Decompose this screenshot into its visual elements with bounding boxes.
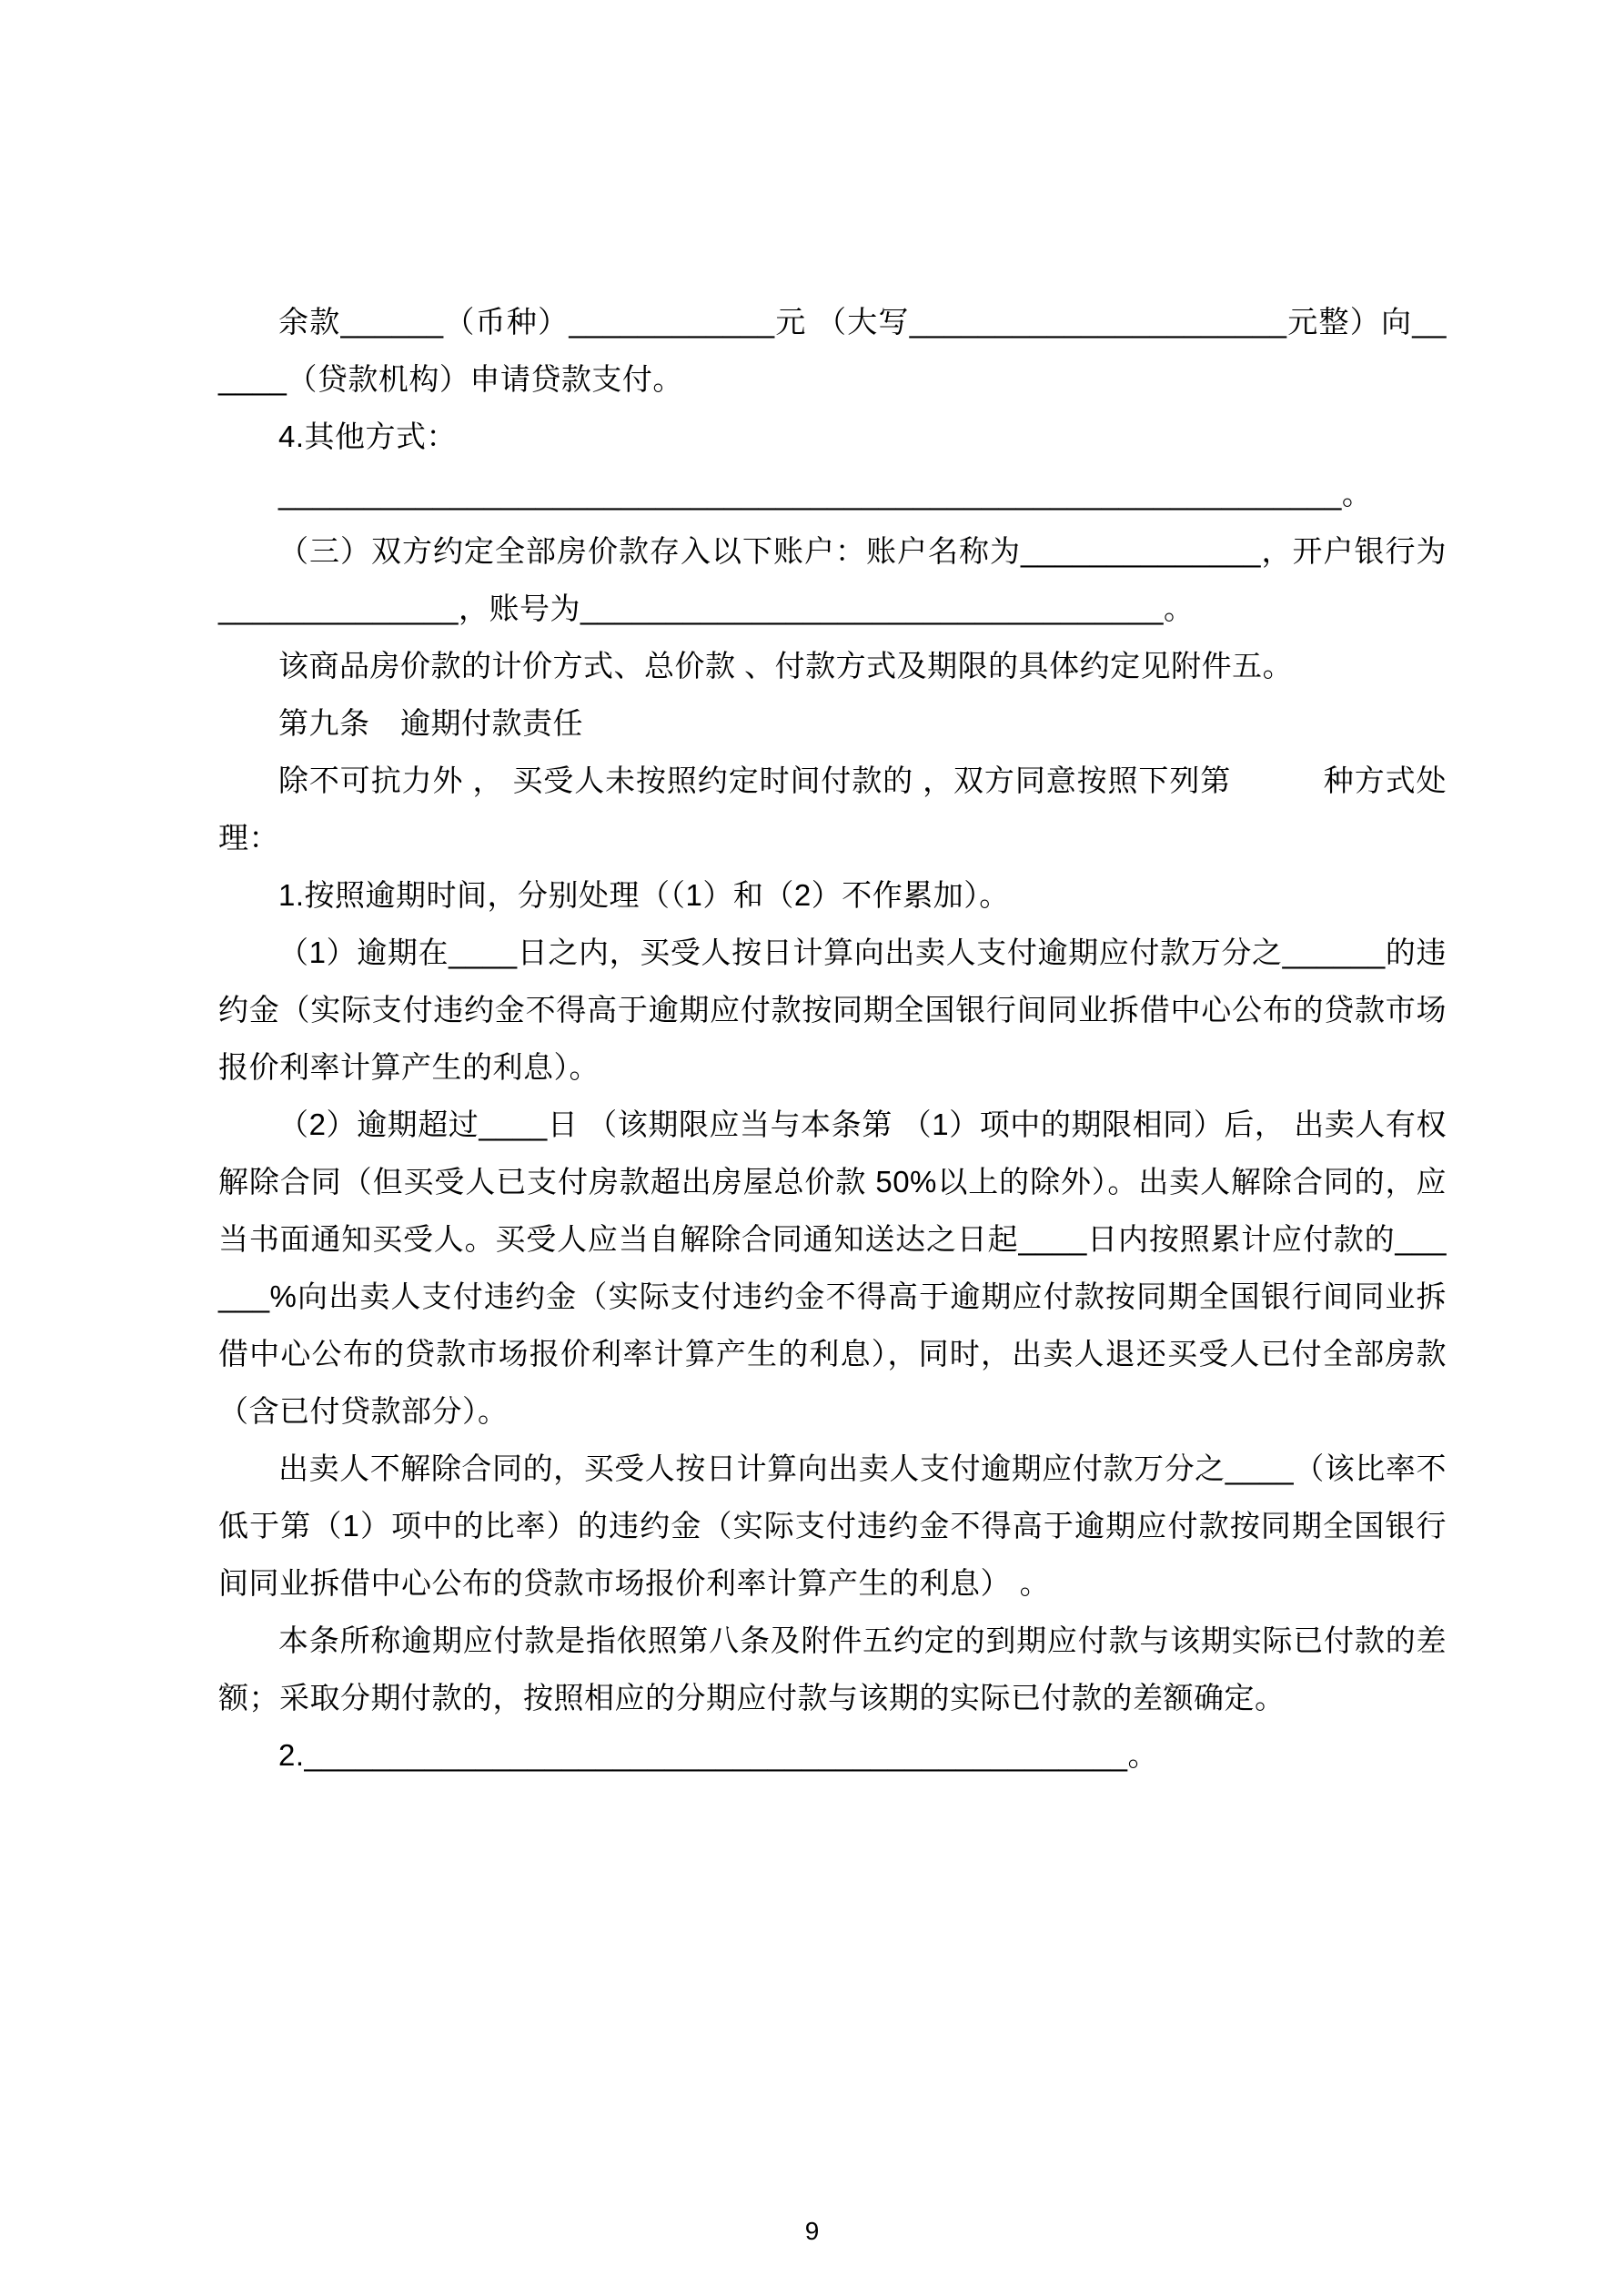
paragraph-overdue-option-1: 1.按照逾期时间，分别处理（（1）和（2）不作累加）。: [278, 878, 1010, 912]
paragraph-other-method-blank-line: ______________________________________________________________。: [278, 477, 1373, 511]
paragraph-overdue-item-1: （1）逾期在____日之内，买受人按日计算向出卖人支付逾期应付款万分之______的违约金（实际支付违约金不得高于逾期应付款按同期全国银行间同业拆借中心公布的贷款市场报价利率计算产生的利息）。: [218, 936, 1447, 1084]
paragraph-pricing-attachment-reference: 该商品房价款的计价方式、总价款 、付款方式及期限的具体约定见附件五。: [278, 649, 1294, 683]
paragraph-account-agreement: （三）双方约定全部房价款存入以下账户：账户名称为______________，开户银行为______________，账号为__________________________________。: [218, 534, 1447, 625]
page-number: 9: [804, 2217, 820, 2245]
paragraph-seller-no-termination: 出卖人不解除合同的，买受人按日计算向出卖人支付逾期应付款万分之____（该比率不低于第（1）项中的比率）的违约金（实际支付违约金不得高于逾期应付款按同期全国银行间同业拆借中心公布的贷款市场报价利率计算产生的利息） 。: [218, 1451, 1447, 1600]
paragraph-overdue-item-2: （2）逾期超过____日 （该期限应当与本条第 （1）项中的期限相同）后， 出卖人有权解除合同（但买受人已支付房款超出房屋总价款 50%以上的除外）。出卖人解除合同的，应当书面通知买受人。买受人应当自解除合同通知送达之日起____日内按照累计应付款的______%向出卖人支付违约金（实际支付违约金不得高于逾期应付款按同期全国银行间同业拆借中心公布的贷款市场报价利率计算产生的利息），同时，出卖人退还买受人已付全部房款（含已付贷款部分）。: [218, 1108, 1447, 1428]
document-content: [218, 293, 1447, 1784]
paragraph-other-method-label: 4.其他方式：: [278, 420, 458, 453]
heading-article-9-overdue-payment: 第九条 逾期付款责任: [278, 706, 583, 740]
paragraph-overdue-payment-definition: 本条所称逾期应付款是指依照第八条及附件五约定的到期应付款与该期实际已付款的差额；采取分期付款的，按照相应的分期应付款与该期的实际已付款的差额确定。: [218, 1623, 1447, 1714]
paragraph-overdue-option-2-blank: 2.________________________________________________。: [278, 1738, 1158, 1772]
paragraph-overdue-intro: 除不可抗力外 ， 买受人未按照约定时间付款的 ，双方同意按照下列第 种方式处理：: [218, 764, 1447, 855]
paragraph-balance-loan-payment: 余款______（币种）____________元 （大写______________________元整）向______（贷款机构）申请贷款支付。: [218, 305, 1447, 396]
